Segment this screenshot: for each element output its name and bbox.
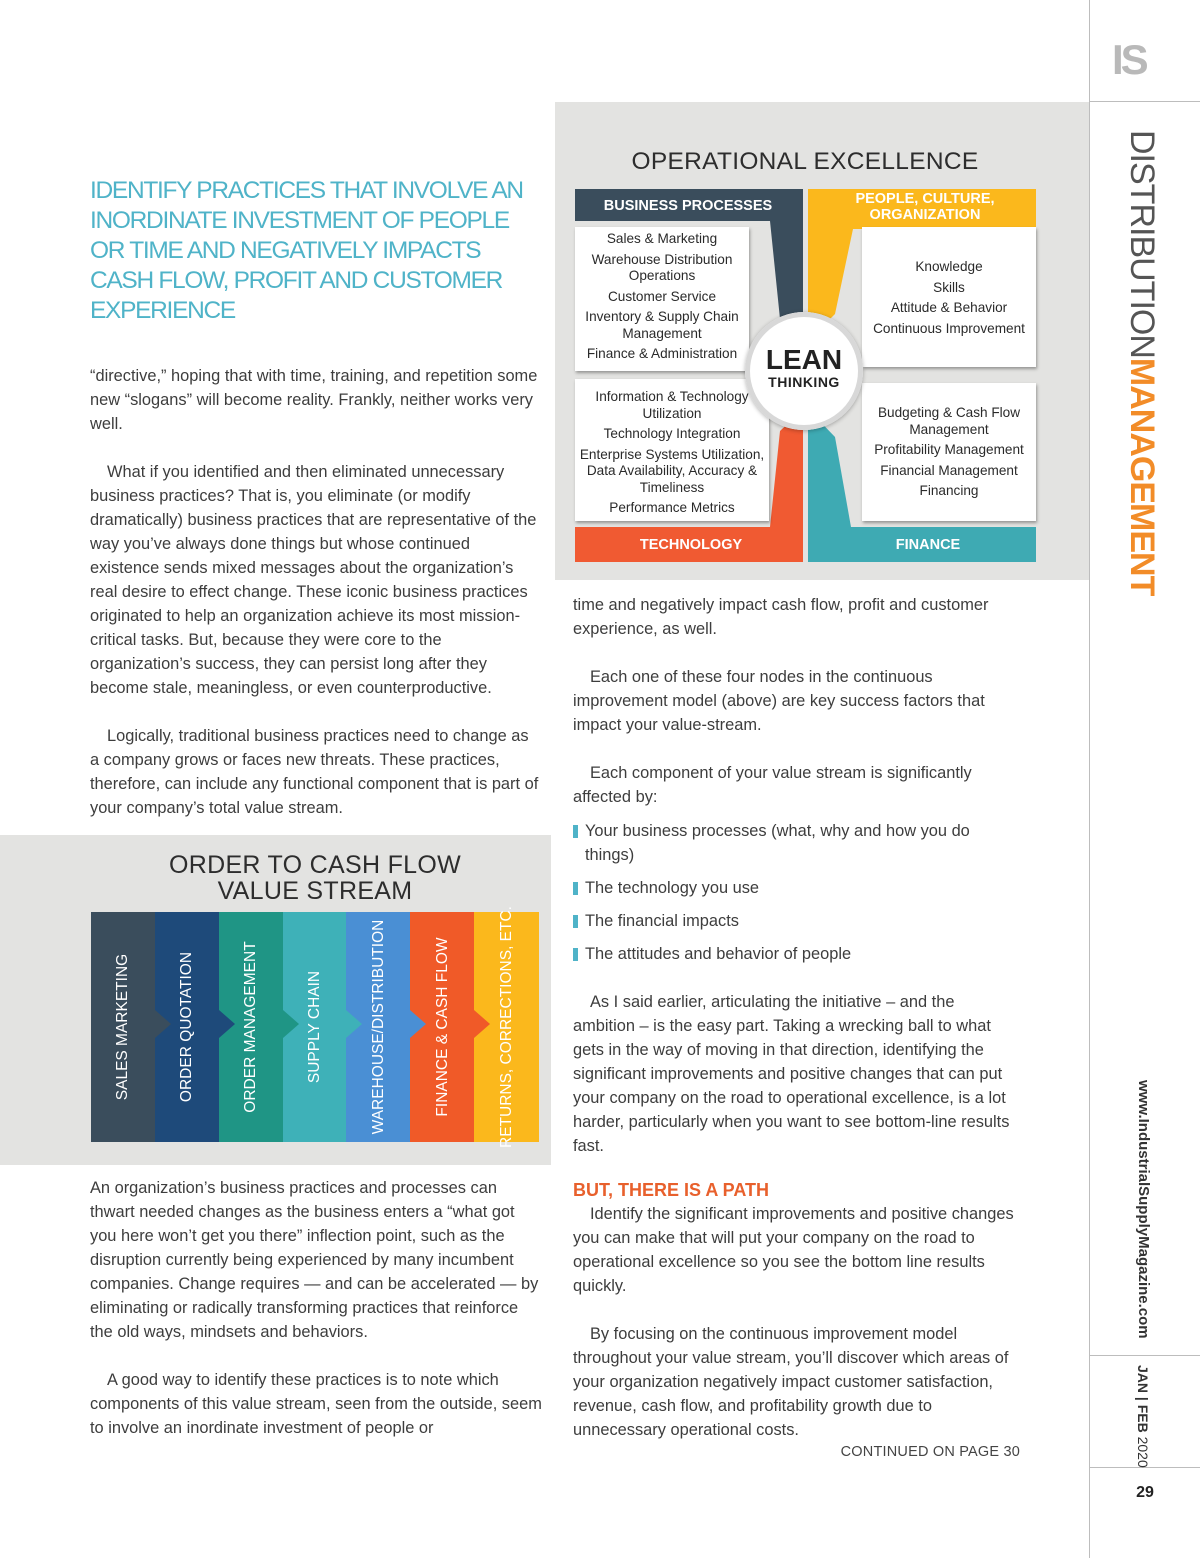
article-column-left-top [90,364,542,820]
people-culture-heading: PEOPLE, CULTURE, ORGANIZATION [855,191,995,223]
bullet-list [573,819,1018,966]
chevron-arrow [346,1010,362,1038]
finance-heading: FINANCE [895,537,961,553]
section-heading: BUT, THERE IS A PATH [573,1180,770,1200]
paragraph: “directive,” hoping that with time, training, and repetition some new “slogans” will become reality. Frankly, neither works very well. [90,367,538,433]
value-stream-step-label: SUPPLY CHAIN [305,970,323,1084]
value-stream-step [474,906,539,1148]
technology-heading: TECHNOLOGY [639,537,743,553]
quadrant-item: Inventory & Supply Chain Management [585,309,739,341]
lean-label: LEAN [765,344,843,375]
lean-thinking-diagram [575,189,1036,562]
value-stream-step [346,912,411,1142]
chevron-arrow [283,1010,299,1038]
quadrant-item: Continuous Improvement [873,320,1025,336]
value-stream-step [410,912,475,1142]
quadrant-item: Information & Technology Utilization [595,389,749,421]
value-stream-step-label: FINANCE & CASH FLOW [433,937,451,1117]
sidebar-rule [1090,1355,1200,1356]
value-stream-step-label: ORDER QUOTATION [178,951,196,1103]
operational-excellence-title: OPERATIONAL EXCELLENCE [631,148,979,175]
bullet-marker [573,882,578,895]
section-title [1122,130,1162,596]
chevron-arrow [219,1010,235,1038]
continued-notice: CONTINUED ON PAGE 30 [840,1444,1020,1460]
paragraph: By focusing on the continuous improvement model throughout your value stream, you’ll discover which areas of your organization negatively impact customer satisfaction, revenue, cash flow, and profitability growth due to unnecessary operational costs. [573,1325,1009,1439]
article-column-left-bottom [90,1176,542,1440]
list-item: The financial impacts [573,909,1018,933]
people-culture-list [862,227,1036,367]
business-processes-list [575,227,749,371]
value-stream-step [155,912,220,1142]
quadrant-item: Performance Metrics [609,500,735,515]
list-item: The technology you use [573,876,1018,900]
chevron-arrow [155,1010,171,1038]
bullet-marker [573,948,578,961]
quadrant-item: Enterprise Systems Utilization, Data Availability, Accuracy & Timeliness [579,446,765,495]
value-stream-step-label: RETURNS, CORRECTIONS, ETC. [497,906,515,1148]
paragraph: time and negatively impact cash flow, profit and customer experience, as well. [573,596,989,638]
value-stream-chart [91,906,538,1148]
quadrant-item: Profitability Management [874,442,1024,457]
pull-quote: IDENTIFY PRACTICES THAT INVOLVE AN INORDINATE INVESTMENT OF PEOPLE OR TIME AND NEGATIVELY IMPACTS CASH FLOW, PROFIT AND CUSTOMER EXPERIENCE [90,177,523,324]
quadrant-item: Sales & Marketing [606,231,718,246]
quadrant-item: Knowledge [915,259,983,274]
article-column-right [573,593,1018,1442]
quadrant-item: Financing [919,483,979,498]
quadrant-item: Finance & Administration [586,346,738,361]
chevron-arrow [474,1010,490,1038]
list-item: The attitudes and behavior of people [573,942,1018,966]
bullet-marker [573,825,578,838]
paragraph: Identify the significant improvements and positive changes you can make that will put your company on the road to operational excellence so you see the bottom line results quickly. [573,1205,1014,1295]
value-stream-step [219,912,284,1142]
value-stream-step [283,912,348,1142]
list-item: Your business processes (what, why and how you do things) [573,819,1018,867]
quadrant-item: Technology Integration [603,426,741,441]
issue-date [1131,1365,1155,1468]
quadrant-item: Customer Service [607,288,717,304]
sidebar-divider [1089,0,1090,1558]
value-stream-step [91,912,156,1142]
value-stream-step-label: WAREHOUSE/DISTRIBUTION [369,919,387,1135]
section-title-bold: MANAGEMENT [1123,357,1161,596]
lean-thinking-center [745,312,863,430]
sidebar-rule [1090,101,1200,102]
bullet-marker [573,915,578,928]
technology-list [575,379,769,521]
paragraph: An organization’s business practices and processes can thwart needed changes as the business enters a “what got you here won’t get you there” inflection point, such as the disruption currently being experienced by many incumbent companies. Change requires — and can be accelerated — by eliminating or radically transforming practices that reinforce the old ways, mindsets and behaviors. [90,1179,539,1341]
paragraph: What if you identified and then eliminated unnecessary business practices? That is, you eliminate (or modify dramatically) business practices that are representative of the way you’ve always done things but whose continued existence sends mixed messages about the organization’s real desire to effect change. These iconic business practices originated to help an organization achieve its most mission-critical tasks. But, because they were core to the organization’s success, they can persist long after they become stale, meaningless, or even counterproductive. [90,463,537,697]
paragraph: Each one of these four nodes in the continuous improvement model (above) are key success factors that impact your value-stream. [573,668,985,734]
finance-list [862,383,1036,521]
paragraph: Each component of your value stream is significantly affected by: [573,764,972,806]
quadrant-item: Skills [933,279,965,295]
value-stream-title: ORDER TO CASH FLOW VALUE STREAM [168,851,461,905]
paragraph: A good way to identify these practices is to note which components of this value stream, seen from the outside, seem to involve an inordinate investment of people or [90,1371,542,1437]
quadrant-item: Warehouse Distribution Operations [591,251,733,283]
thinking-label: THINKING [768,374,840,390]
magazine-logo: IS [1112,36,1146,83]
value-stream-step-label: SALES MARKETING [114,953,132,1101]
website-url: www.IndustrialSupplyMagazine.com [1135,1080,1152,1339]
quadrant-item: Budgeting & Cash Flow Management [877,405,1021,437]
paragraph: Logically, traditional business practices need to change as a company grows or faces new threats. These practices, therefore, can include any functional component that is part of your company’s total value stream. [90,727,539,817]
paragraph: As I said earlier, articulating the initiative – and the ambition – is the easy part. Taking a wrecking ball to what gets in the way of moving in that direction, identifying the significant improvements and positive changes that can put your company on the road to operational excellence, is a lot harder, particularly when you want to see bottom-line results fast. [573,993,1010,1155]
section-title-light: DISTRIBUTION [1123,130,1161,358]
quadrant-item: Attitude & Behavior [890,300,1008,315]
business-processes-heading: BUSINESS PROCESSES [603,198,773,214]
chevron-arrow [410,1010,426,1038]
value-stream-step-label: ORDER MANAGEMENT [242,941,260,1113]
issue-year: 2020 [1135,1436,1151,1468]
issue-month: JAN | FEB [1135,1365,1151,1433]
quadrant-item: Financial Management [880,462,1018,478]
page-number: 29 [1136,1484,1154,1501]
